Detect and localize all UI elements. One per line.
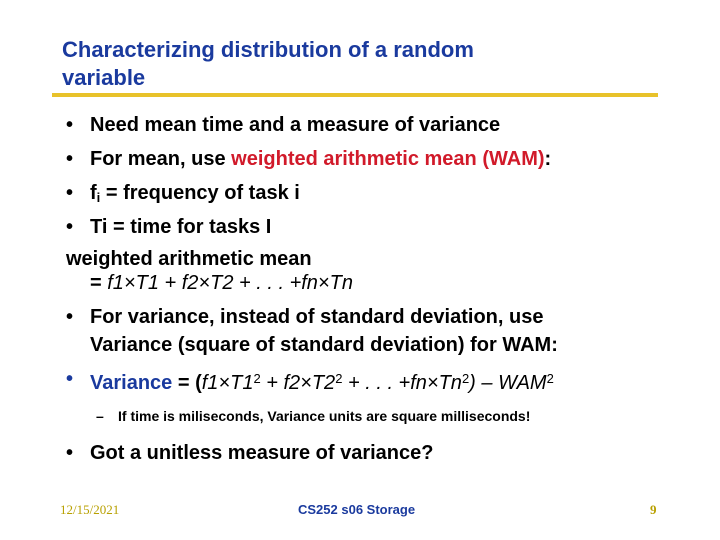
bullet-for-mean: • For mean, use weighted arithmetic mean (WAM): (66, 148, 552, 170)
bullet-marker: • (66, 442, 74, 464)
wam-equation: = f1×T1 + f2×T2 + . . . +fn×Tn (90, 272, 353, 294)
footer-course: CS252 s06 Storage (298, 502, 416, 517)
footer-date: 12/15/2021 (60, 502, 120, 517)
bullet-marker: • (66, 368, 74, 390)
bullet-variance-formula: • Variance = ($f1\times T1^2 + f2\times T2^2$ + . . . $+fn\times Tn^2) - WAM^2$ (66, 368, 554, 394)
bullet-marker: • (66, 148, 74, 170)
bullet-variance-intro-cont: Variance (square of standard deviation) for WAM: (90, 334, 558, 356)
dash-marker: – (96, 408, 104, 424)
title-line-1: Characterizing distribution of a random (62, 37, 474, 62)
bullet-unitless: • Got a unitless measure of variance? (66, 442, 434, 464)
wam-highlight: weighted arithmetic mean (WAM) (231, 148, 545, 170)
bullet-marker: • (66, 114, 74, 136)
slide-title (62, 36, 662, 92)
sub-bullet-units: – If time is miliseconds, Variance units are square milliseconds! (96, 408, 531, 424)
bullet-marker: • (66, 306, 74, 328)
title-line-2: variable (62, 65, 146, 90)
bullet-frequency: • $f_i$ = frequency of task i (66, 182, 300, 205)
bullet-time: • Ti = time for tasks I (66, 216, 272, 238)
footer-page-number: 9 (650, 502, 657, 517)
bullet-variance-intro: • For variance, instead of standard deviation, use (66, 306, 544, 328)
bullet-need-mean: • Need mean time and a measure of variance (66, 114, 501, 136)
slide-body (66, 112, 706, 474)
wam-label: weighted arithmetic mean (66, 248, 312, 270)
bullet-marker: • (66, 216, 74, 238)
title-rule (52, 93, 658, 97)
bullet-marker: • (66, 182, 74, 204)
